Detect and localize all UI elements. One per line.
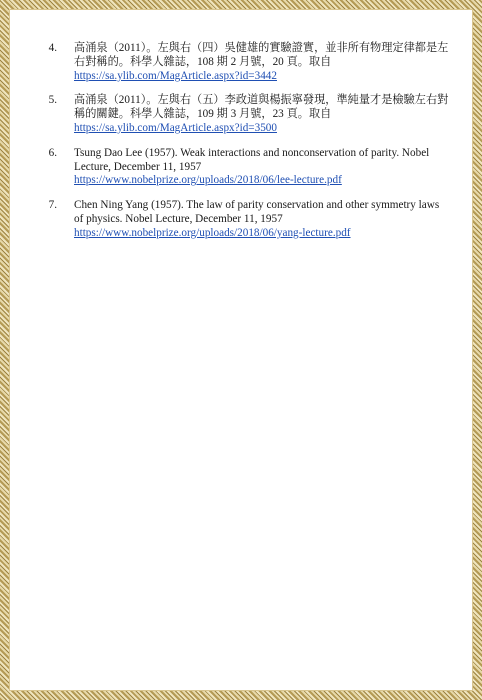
reference-item-7 <box>39 199 449 240</box>
reference-text: Chen Ning Yang (1957). The law of parity conservation and other symmetry laws of physics. Nobel Lecture, December 11, 1957 <box>74 199 440 225</box>
reference-link[interactable]: https://www.nobelprize.org/uploads/2018/06/yang-lecture.pdf <box>74 226 351 239</box>
reference-text: Tsung Dao Lee (1957). Weak interactions and nonconservation of parity. Nobel Lecture, December 11, 1957 <box>74 146 430 173</box>
document-page <box>9 9 473 691</box>
reference-text: 高涌泉（2011）。左與右（五）李政道與楊振寧發現，準純量才是檢驗左右對稱的關鍵。科學人雜誌，109 期 3 月號，23 頁。取自 <box>74 94 449 121</box>
reference-list <box>39 42 449 252</box>
reference-item-5 <box>39 94 449 135</box>
reference-link[interactable]: https://www.nobelprize.org/uploads/2018/06/lee-lecture.pdf <box>74 174 342 187</box>
reference-number: 4. <box>48 42 57 54</box>
reference-number: 6. <box>48 146 57 159</box>
reference-link[interactable]: https://sa.ylib.com/MagArticle.aspx?id=3500 <box>74 121 277 134</box>
reference-text: 高涌泉（2011）。左與右（四）吳健雄的實驗證實，並非所有物理定律都是左右對稱的。科學人雜誌，108 期 2 月號，20 頁。取自 <box>74 42 449 68</box>
reference-number: 7. <box>48 199 57 212</box>
reference-link[interactable]: https://sa.ylib.com/MagArticle.aspx?id=3442 <box>74 69 277 82</box>
reference-item-6 <box>39 147 449 188</box>
reference-item-4 <box>39 42 449 83</box>
reference-number: 5. <box>48 94 57 107</box>
